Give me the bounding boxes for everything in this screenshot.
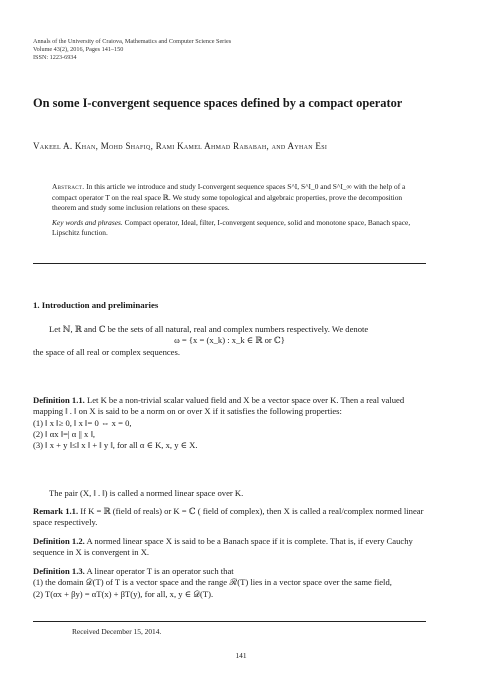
journal-volume: Volume 43(2), 2016, Pages 141–150 [33,46,124,53]
abstract-label: Abstract. [52,182,85,191]
omega-equation: ω = {x = (x_k) : x_k ∈ ℝ or ℂ} [174,335,285,346]
def13-item-1: (1) the domain 𝒟(T) of T is a vector space and the range ℛ(T) lies in a vector space over the same field, [33,577,392,588]
keywords-text: Compact operator, Ideal, filter, I-convergent sequence, solid and monotone space, Banach space, Lipschitz function. [52,217,411,238]
def12-label: Definition 1.2. [33,536,85,546]
def11-pair: The pair (X, ‖ . ‖) is called a normed linear space over K. [49,488,244,498]
page-number: 141 [235,651,247,660]
abstract-block [52,182,428,239]
journal-issn: ISSN: 1223-6934 [33,54,77,61]
def11-item-3: (3) ‖ x + y ‖≤‖ x ‖ + ‖ y ‖, for all α ∈ K, x, y ∈ X. [33,440,198,451]
abstract-divider [33,263,426,264]
section-heading: 1. Introduction and preliminaries [33,300,159,310]
definition-1-3 [33,566,426,600]
received-date: Received December 15, 2014. [72,627,162,636]
intro-text: Let ℕ, ℝ and ℂ be the sets of all natural, real and complex numbers respectively. We denote [49,324,369,334]
def13-text: A linear operator T is an operator such that [86,566,234,576]
def11-label: Definition 1.1. [33,395,85,405]
paper-authors: Vakeel A. Khan, Mohd Shafiq, Rami Kamel Ahmad Rababah, and Ayhan Esi [33,141,328,151]
journal-header [33,38,453,62]
footnote-divider [33,621,426,622]
section-intro [33,300,426,311]
def12-text: A normed linear space X is said to be a Banach space if it is complete. That is, if every Cauchy sequence in X is convergent in X. [33,536,413,558]
remark-1-1 [33,506,426,529]
journal-name: Annals of the University of Craiova, Mathematics and Computer Science Series [33,38,232,45]
definition-1-1 [33,395,426,451]
def13-label: Definition 1.3. [33,566,85,576]
def11-item-1: (1) ‖ x ‖≥ 0, ‖ x ‖= 0 ⇔ x = 0, [33,417,132,428]
normed-pair-sentence [33,488,426,499]
keywords-label: Key words and phrases. [52,217,123,227]
intro-after-equation: the space of all real or complex sequences. [33,346,180,357]
intro-paragraph [33,324,426,358]
def11-item-2: (2) ‖ αx ‖=| α || x ‖, [33,428,96,439]
rem11-text: If K = ℝ (field of reals) or K = ℂ ( field of complex), then X is called a real/complex normed linear space respectively. [33,506,424,528]
definition-1-2 [33,536,426,559]
abstract-text: In this article we introduce and study I-convergent sequence spaces S^I, S^I_0 and S^I_∞ with the help of a compact operator T on the real space ℝ. We study some topological and algebraic properties, prove the decomposition theorem and study some inclusion relations on these spaces. [52,182,406,213]
def11-text: Let K be a non-trivial scalar valued field and X be a vector space over K. Then a real valued mapping ‖ . ‖ on X is said to be a norm on or over X if it satisfies the following properties: [33,395,405,417]
def13-item-2: (2) T(αx + βy) = αT(x) + βT(y), for all, x, y ∈ 𝒟(T). [33,588,214,599]
rem11-label: Remark 1.1. [33,506,79,516]
paper-title: On some I-convergent sequence spaces defined by a compact operator [33,96,403,110]
